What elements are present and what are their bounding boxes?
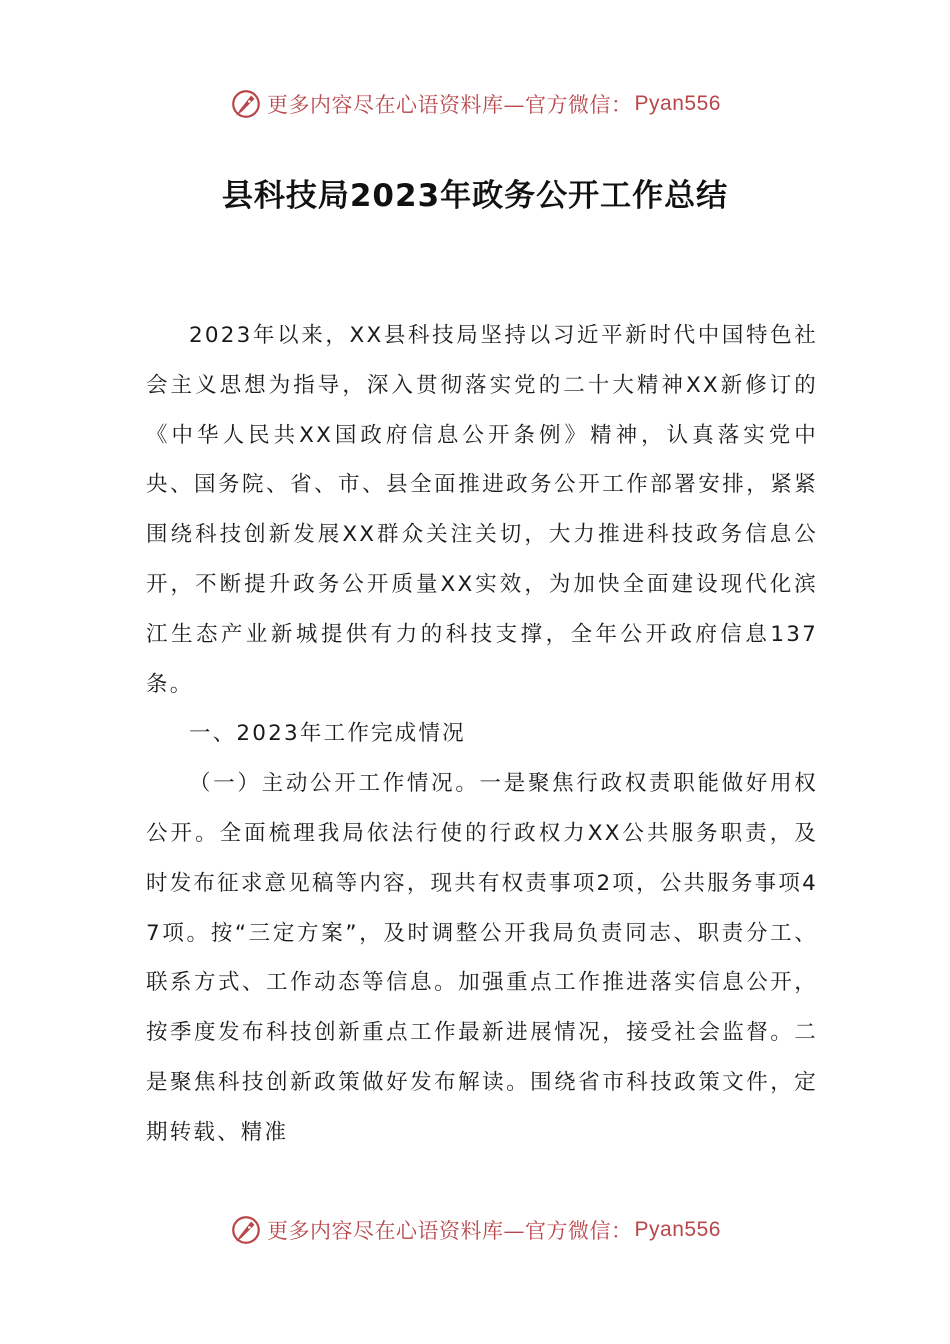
document-title: 县科技局2023年政务公开工作总结 (221, 178, 729, 214)
watermark-wechat-id: Pyan556 (634, 1218, 721, 1241)
watermark-banner-top (0, 82, 950, 126)
watermark-banner-bottom (0, 1208, 950, 1252)
watermark-text: 更多内容尽在心语资料库—官方微信： (267, 1219, 633, 1243)
watermark-text: 更多内容尽在心语资料库—官方微信： (267, 93, 633, 117)
document-body (146, 311, 818, 1158)
paragraph-section-1-1: （一）主动公开工作情况。一是聚焦行政权责职能做好用权公开。全面梳理我局依法行使的行政权力XX公共服务职责，及时发布征求意见稿等内容，现共有权责事项2项，公共服务事项47项。按“三定方案”，及时调整公开我局负责同志、职责分工、联系方式、工作动态等信息。加强重点工作推进落实信息公开，按季度发布科技创新重点工作最新进展情况，接受社会监督。二是聚焦科技创新政策做好发布解读。围绕省市科技政策文件，定期转载、精准 (146, 771, 818, 1145)
pen-nib-logo-icon (229, 1213, 263, 1247)
watermark-wechat-id: Pyan556 (634, 92, 721, 115)
section-heading-1: 一、2023年工作完成情况 (189, 721, 466, 747)
pen-nib-logo-icon (229, 87, 263, 121)
paragraph-intro: 2023年以来，XX县科技局坚持以习近平新时代中国特色社会主义思想为指导，深入贯彻落实党的二十大精神XX新修订的《中华人民共XX国政府信息公开条例》精神，认真落实党中央、国务院、省、市、县全面推进政务公开工作部署安排，紧紧围绕科技创新发展XX群众关注关切，大力推进科技政务信息公开，不断提升政务公开质量XX实效，为加快全面建设现代化滨江生态产业新城提供有力的科技支撑，全年公开政府信息137条。 (146, 323, 818, 697)
